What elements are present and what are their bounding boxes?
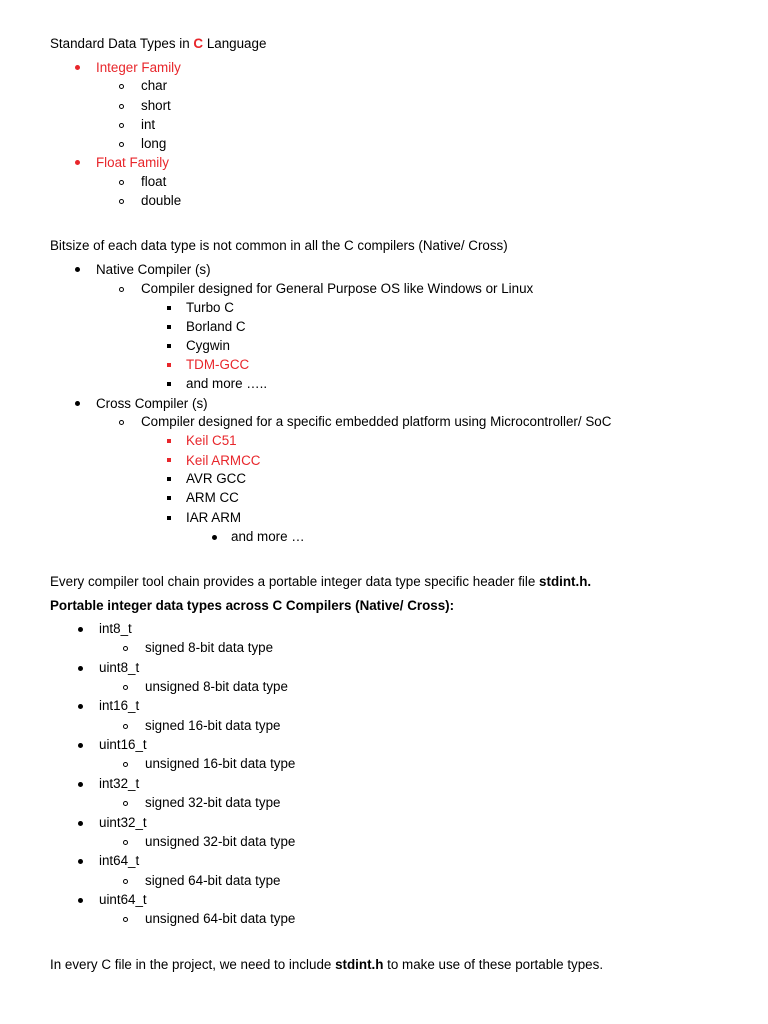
section3-heading: Portable integer data types across C Compilers (Native/ Cross): (50, 598, 455, 613)
bullet-disc-icon (75, 267, 80, 272)
list-item: Cygwin (186, 338, 230, 353)
type-desc: unsigned 8-bit data type (145, 679, 288, 694)
bullet-square-icon (167, 382, 171, 386)
bullet-square-icon (167, 363, 171, 367)
bullet-disc-icon (78, 898, 83, 903)
bullet-circle-icon (119, 142, 124, 147)
type-name: int8_t (99, 621, 132, 636)
section2-intro: Bitsize of each data type is not common in all the C compilers (Native/ Cross) (50, 238, 508, 253)
type-desc: unsigned 16-bit data type (145, 756, 296, 771)
bullet-circle-icon (119, 287, 124, 292)
list-item: short (141, 98, 171, 113)
list-item: long (141, 136, 167, 151)
type-desc: unsigned 64-bit data type (145, 911, 296, 926)
header-file-name: stdint.h. (539, 574, 592, 589)
bullet-circle-icon (123, 724, 128, 729)
footer-suffix: to make use of these portable types. (383, 957, 604, 972)
list-item: Borland C (186, 319, 246, 334)
bullet-circle-icon (123, 685, 128, 690)
bullet-square-icon (167, 458, 171, 462)
bullet-square-icon (167, 496, 171, 500)
bullet-circle-icon (123, 879, 128, 884)
bullet-circle-icon (119, 104, 124, 109)
type-name: uint64_t (99, 892, 147, 907)
native-compiler-desc: Compiler designed for General Purpose OS like Windows or Linux (141, 281, 534, 296)
bullet-circle-icon (123, 917, 128, 922)
list-item: char (141, 78, 168, 93)
bullet-square-icon (167, 344, 171, 348)
cross-compiler-desc: Compiler designed for a specific embedded platform using Microcontroller/ SoC (141, 414, 612, 429)
bullet-circle-icon (123, 646, 128, 651)
bullet-circle-icon (123, 762, 128, 767)
list-item: ARM CC (186, 490, 239, 505)
type-name: uint16_t (99, 737, 147, 752)
intro-text: Every compiler tool chain provides a portable integer data type specific header file (50, 574, 540, 589)
type-desc: unsigned 32-bit data type (145, 834, 296, 849)
native-compiler-label: Native Compiler (s) (96, 262, 211, 277)
list-item: Keil ARMCC (186, 453, 261, 468)
bullet-circle-icon (119, 199, 124, 204)
section3-intro (50, 574, 591, 590)
type-name: int16_t (99, 698, 140, 713)
heading-prefix: Standard Data Types in (50, 36, 194, 51)
list-item: float (141, 174, 167, 189)
heading-suffix: Language (203, 36, 267, 51)
bullet-circle-icon (123, 801, 128, 806)
cross-compiler-label: Cross Compiler (s) (96, 396, 208, 411)
type-name: uint8_t (99, 660, 140, 675)
type-name: uint32_t (99, 815, 147, 830)
bullet-circle-icon (123, 840, 128, 845)
list-item: and more … (231, 529, 305, 544)
type-desc: signed 16-bit data type (145, 718, 281, 733)
list-item: IAR ARM (186, 510, 242, 525)
section1-heading (50, 36, 266, 52)
bullet-disc-icon (75, 401, 80, 406)
type-desc: signed 64-bit data type (145, 873, 281, 888)
bullet-disc-icon (78, 859, 83, 864)
bullet-disc-icon (78, 666, 83, 671)
type-desc: signed 8-bit data type (145, 640, 274, 655)
bullet-circle-icon (119, 420, 124, 425)
bullet-disc-icon (78, 821, 83, 826)
list-item: and more ….. (186, 376, 268, 391)
type-desc: signed 32-bit data type (145, 795, 281, 810)
type-name: int64_t (99, 853, 140, 868)
list-item: Turbo C (186, 300, 234, 315)
footer-sentence (50, 957, 603, 973)
bullet-disc-icon (75, 160, 80, 165)
bullet-square-icon (167, 306, 171, 310)
bullet-disc-icon (212, 535, 217, 540)
bullet-square-icon (167, 477, 171, 481)
bullet-disc-icon (78, 627, 83, 632)
integer-family-label: Integer Family (96, 60, 181, 75)
bullet-circle-icon (119, 84, 124, 89)
list-item: int (141, 117, 156, 132)
list-item: double (141, 193, 182, 208)
footer-prefix: In every C file in the project, we need to include (50, 957, 336, 972)
bullet-square-icon (167, 439, 171, 443)
heading-c-letter: C (193, 36, 204, 51)
bullet-square-icon (167, 325, 171, 329)
bullet-disc-icon (75, 65, 80, 70)
list-item: TDM-GCC (186, 357, 250, 372)
float-family-label: Float Family (96, 155, 169, 170)
type-name: int32_t (99, 776, 140, 791)
bullet-disc-icon (78, 782, 83, 787)
list-item: Keil C51 (186, 433, 237, 448)
bullet-square-icon (167, 516, 171, 520)
bullet-disc-icon (78, 704, 83, 709)
bullet-disc-icon (78, 743, 83, 748)
bullet-circle-icon (119, 123, 124, 128)
list-item: AVR GCC (186, 471, 247, 486)
bullet-circle-icon (119, 180, 124, 185)
footer-file-name: stdint.h (335, 957, 384, 972)
